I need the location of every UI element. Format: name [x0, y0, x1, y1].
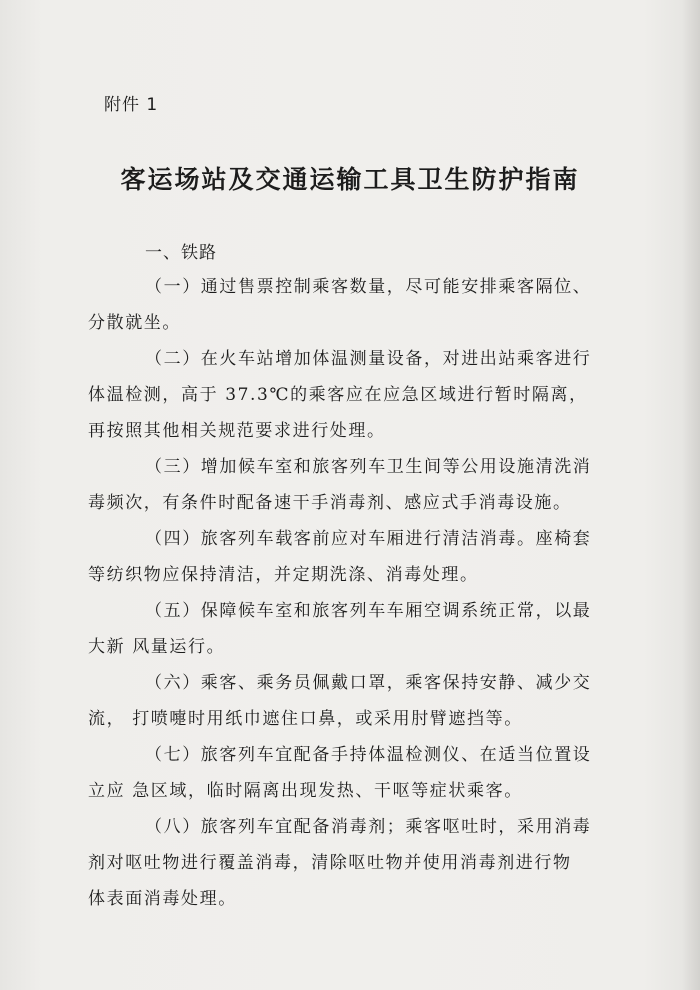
paragraph-3-line-1: （三）增加候车室和旅客列车卫生间等公用设施清洗消	[145, 457, 592, 477]
page-edge-shadow	[682, 0, 700, 990]
paragraph-4-line-1: （四）旅客列车载客前应对车厢进行清洁消毒。座椅套	[145, 529, 592, 549]
paragraph-2-line-2: 体温检测，高于 37.3℃的乘客应在应急区域进行暂时隔离，	[88, 385, 588, 405]
paragraph-1-line-2: 分散就坐。	[88, 313, 181, 333]
paragraph-4-line-2: 等纺织物应保持清洁，并定期洗涤、消毒处理。	[88, 565, 479, 585]
paragraph-6-line-1: （六）乘客、乘务员佩戴口罩，乘客保持安静、减少交	[145, 673, 592, 693]
paragraph-2-line-1: （二）在火车站增加体温测量设备，对进出站乘客进行	[145, 349, 592, 369]
paragraph-6-line-2: 流， 打喷嚏时用纸巾遮住口鼻，或采用肘臂遮挡等。	[88, 709, 523, 729]
paragraph-7-line-2: 立应 急区域，临时隔离出现发热、干呕等症状乘客。	[88, 781, 523, 801]
paragraph-3-line-2: 毒频次，有条件时配备速干手消毒剂、感应式手消毒设施。	[88, 493, 572, 513]
paragraph-2-line-3: 再按照其他相关规范要求进行处理。	[88, 421, 386, 441]
paragraph-8-line-1: （八）旅客列车宜配备消毒剂；乘客呕吐时，采用消毒	[145, 817, 592, 837]
attachment-label: 附件 1	[104, 95, 159, 115]
section-heading-railway: 一、铁路	[145, 243, 217, 263]
paragraph-8-line-2: 剂对呕吐物进行覆盖消毒，清除呕吐物并使用消毒剂进行物	[88, 853, 572, 873]
paragraph-5-line-2: 大新 风量运行。	[88, 637, 226, 657]
paragraph-1-line-1: （一）通过售票控制乘客数量，尽可能安排乘客隔位、	[145, 277, 592, 297]
paragraph-8-line-3: 体表面消毒处理。	[88, 889, 237, 909]
document-title: 客运场站及交通运输工具卫生防护指南	[120, 165, 580, 194]
paragraph-5-line-1: （五）保障候车室和旅客列车车厢空调系统正常，以最	[145, 601, 592, 621]
paragraph-7-line-1: （七）旅客列车宜配备手持体温检测仪、在适当位置设	[145, 745, 592, 765]
